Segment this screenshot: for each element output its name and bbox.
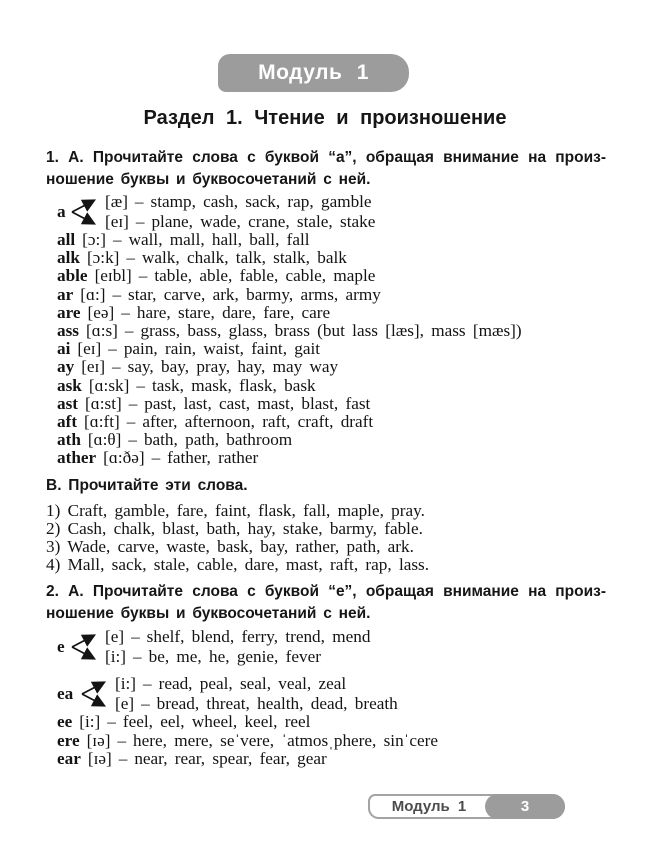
transcription: [ɑ:ðə]	[103, 448, 145, 468]
dash: –	[113, 230, 122, 249]
footer-module-label: Модуль 1	[391, 798, 467, 815]
dash: –	[112, 284, 122, 304]
pronunciation-row	[57, 413, 627, 431]
letter-combo: alk	[57, 248, 80, 268]
dash: –	[126, 412, 136, 432]
transcription: [eɪ]	[77, 339, 102, 359]
transcription: [i:]	[79, 712, 101, 731]
branch-arrows-icon	[81, 676, 110, 712]
pronunciation-row	[57, 732, 627, 751]
letter-combo: ast	[57, 393, 79, 413]
plain-rows	[57, 713, 627, 769]
transcription: [i:]	[115, 674, 136, 693]
transcription: [æ]	[105, 192, 128, 211]
pronunciation-row	[57, 449, 627, 467]
letter-combo: ere	[57, 730, 80, 750]
pronunciation-row	[57, 377, 627, 395]
word-list: wall, mall, hall, ball, fall	[128, 230, 310, 249]
pronunciation-row	[57, 322, 627, 340]
part-b-item: 3) Wade, carve, waste, bask, bay, rather, path, ark.	[46, 537, 414, 556]
part-b-heading: В. Прочитайте эти слова.	[46, 477, 248, 494]
word-list: read, peal, seal, veal, zeal	[158, 674, 347, 693]
letter-combo: ath	[57, 430, 81, 450]
dash: –	[138, 266, 148, 286]
letter-combo: ee	[57, 712, 73, 731]
word-list: grass, bass, glass, brass (but lass [læs], mass [mæs])	[140, 321, 522, 341]
dash: –	[112, 357, 121, 377]
letter-combo: able	[57, 266, 88, 286]
exercise-1-wordlist	[57, 192, 627, 468]
pronunciation-row	[105, 647, 370, 667]
branch-group-a	[57, 192, 627, 231]
word-list: plane, wade, crane, stale, stake	[151, 211, 376, 231]
branch-rows	[105, 627, 370, 666]
transcription: [ɔ:k]	[86, 248, 120, 268]
transcription: [i:]	[105, 646, 126, 666]
dash: –	[117, 730, 127, 750]
transcription: [ɑ:]	[80, 284, 106, 304]
branch-group-e	[57, 627, 627, 666]
word-list: hare, stare, dare, fare, care	[136, 302, 331, 322]
pronunciation-row	[57, 267, 627, 285]
transcription: [eə]	[87, 302, 115, 322]
pronunciation-row	[57, 713, 627, 732]
pronunciation-row	[115, 674, 398, 694]
pronunciation-row	[57, 304, 627, 322]
transcription: [ɑ:st]	[85, 393, 122, 413]
dash: –	[107, 712, 116, 731]
exercise-1-instruction	[46, 147, 606, 190]
dash: –	[126, 248, 135, 268]
transcription: [ɔ:]	[82, 230, 107, 249]
word-list: here, mere, seˈvere, ˈatmosˌphere, sinˈcere	[133, 730, 439, 750]
letter-combo: ass	[57, 321, 79, 341]
branch-letter: e	[57, 636, 65, 656]
dash: –	[143, 674, 152, 693]
dash: –	[133, 646, 142, 666]
transcription: [ɪə]	[86, 730, 111, 750]
pronunciation-row	[57, 750, 627, 769]
word-list: star, carve, ark, barmy, arms, army	[128, 284, 381, 304]
letter-combo: ai	[57, 339, 71, 359]
word-list: walk, chalk, talk, stalk, balk	[141, 248, 347, 268]
pronunciation-row	[105, 627, 370, 647]
pronunciation-row	[57, 431, 627, 449]
dash: –	[141, 693, 150, 713]
instruction-line: ношение буквы и буквосочетаний с ней.	[46, 604, 371, 622]
page-number-badge: 3	[485, 794, 565, 819]
transcription: [ɪə]	[87, 749, 112, 769]
exercise-1-part-b	[46, 477, 606, 574]
transcription: [e]	[115, 693, 135, 713]
letter-combo: all	[57, 230, 76, 249]
letter-combo: ather	[57, 448, 97, 468]
dash: –	[151, 448, 161, 468]
transcription: [ɑ:s]	[85, 321, 118, 341]
pronunciation-row	[57, 286, 627, 304]
word-list: bread, threat, health, dead, breath	[156, 693, 398, 713]
word-list: stamp, cash, sack, rap, gamble	[150, 192, 372, 211]
dash: –	[108, 339, 117, 359]
transcription: [ɑ:sk]	[88, 375, 130, 395]
dash: –	[136, 375, 145, 395]
dash: –	[118, 749, 128, 769]
branch-rows	[115, 674, 398, 713]
letter-combo: ear	[57, 749, 81, 769]
letter-combo: ay	[57, 357, 75, 377]
part-b-item: 1) Craft, gamble, fare, faint, flask, fall, maple, pray.	[46, 501, 425, 520]
module-badge: Модуль 1	[218, 54, 409, 92]
word-list: say, bay, pray, hay, may way	[127, 357, 339, 377]
word-list: shelf, blend, ferry, trend, mend	[146, 627, 371, 646]
word-list: after, afternoon, raft, craft, draft	[142, 412, 374, 432]
word-list: feel, eel, wheel, keel, reel	[122, 712, 311, 731]
word-list: task, mask, flask, bask	[151, 375, 316, 395]
instruction-line: 2. А. Прочитайте слова с буквой “е”, обращая внимание на произ-	[46, 583, 606, 600]
section-title: Раздел 1. Чтение и произношение	[143, 107, 507, 129]
dash: –	[128, 393, 138, 413]
branch-arrows-icon	[71, 194, 100, 230]
branch-rows	[105, 192, 375, 231]
transcription: [e]	[105, 627, 125, 646]
letter-combo: ar	[57, 284, 74, 304]
dash: –	[131, 627, 140, 646]
pronunciation-row	[105, 192, 375, 212]
exercise-2-wordlist	[57, 627, 627, 769]
transcription: [eɪ]	[105, 211, 129, 231]
letter-combo: ask	[57, 375, 82, 395]
transcription: [ɑ:ft]	[84, 412, 120, 432]
pronunciation-row	[57, 231, 627, 249]
dash: –	[135, 211, 145, 231]
spacer	[57, 666, 627, 674]
transcription: [eɪ]	[81, 357, 106, 377]
instruction-line: 1. А. Прочитайте слова с буквой “а”, обращая внимание на произ-	[46, 149, 606, 166]
word-list: bath, path, bathroom	[143, 430, 293, 450]
instruction-line: ношение буквы и буквосочетаний с ней.	[46, 170, 371, 188]
word-list: near, rear, spear, fear, gear	[134, 749, 327, 769]
transcription: [eɪbl]	[94, 266, 132, 286]
branch-group-ea	[57, 674, 627, 713]
dash: –	[128, 430, 137, 450]
letter-combo: are	[57, 302, 81, 322]
dash: –	[124, 321, 134, 341]
word-list: pain, rain, waist, faint, gait	[123, 339, 321, 359]
pronunciation-row	[57, 340, 627, 358]
dash: –	[134, 192, 144, 211]
word-list: father, rather	[167, 448, 259, 468]
footer-module-tab	[368, 794, 565, 819]
part-b-item: 2) Cash, chalk, blast, bath, hay, stake, barmy, fable.	[46, 519, 423, 538]
exercise-2-instruction	[46, 581, 606, 624]
branch-letter: ea	[57, 683, 74, 703]
word-list: be, me, he, genie, fever	[148, 646, 321, 666]
pronunciation-row	[105, 212, 375, 232]
pronunciation-row	[115, 694, 398, 714]
letter-combo: aft	[57, 412, 78, 432]
branch-arrows-icon	[71, 629, 100, 665]
pronunciation-row	[57, 358, 627, 376]
pronunciation-row	[57, 249, 627, 267]
dash: –	[121, 302, 130, 322]
pronunciation-row	[57, 395, 627, 413]
transcription: [ɑ:θ]	[87, 430, 122, 450]
branch-letter: a	[57, 201, 66, 221]
word-list: past, last, cast, mast, blast, fast	[144, 393, 371, 413]
word-list: table, able, fable, cable, maple	[154, 266, 376, 286]
part-b-item: 4) Mall, sack, stale, cable, dare, mast, raft, rap, lass.	[46, 555, 430, 574]
